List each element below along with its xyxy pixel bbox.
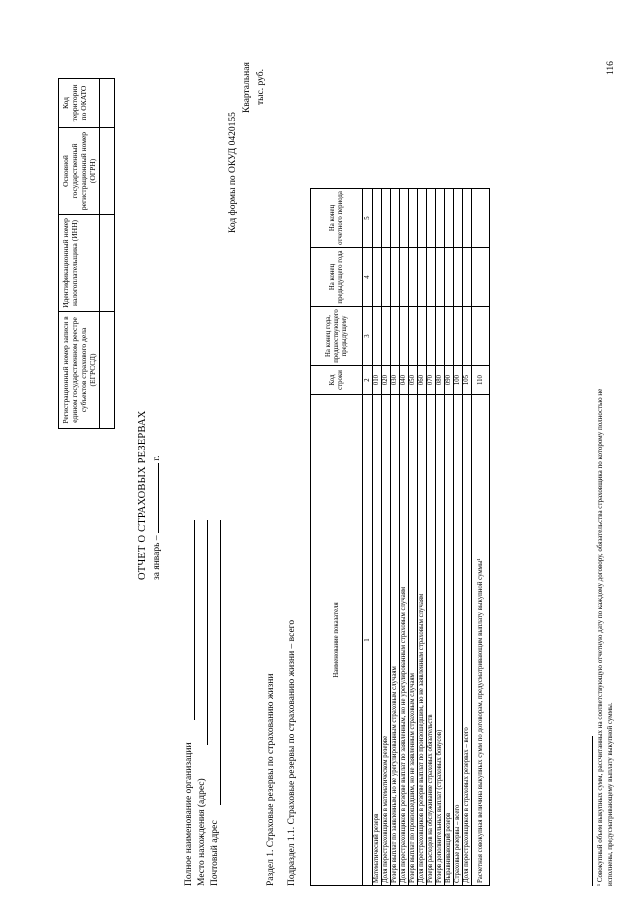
row-cell bbox=[373, 189, 382, 248]
table-row bbox=[391, 189, 400, 886]
row-cell bbox=[418, 248, 427, 307]
row-code: 020 bbox=[382, 366, 391, 395]
row-cell bbox=[427, 307, 436, 366]
report-title: ОТЧЕТ О СТРАХОВЫХ РЕЗЕРВАХ bbox=[137, 410, 148, 580]
row-cell bbox=[463, 307, 472, 366]
row-code: 030 bbox=[391, 366, 400, 395]
footnote-line-2: исполнены, предусматривающему выплату выкупной суммы. bbox=[606, 702, 614, 886]
colnum-5: 5 bbox=[363, 189, 373, 248]
org-postal-line bbox=[220, 520, 221, 805]
row-code: 050 bbox=[409, 366, 418, 395]
header-inn: Идентификационный номер налогоплательщика (ИНН) bbox=[59, 215, 100, 312]
row-code: 100 bbox=[454, 366, 463, 395]
row-cell bbox=[382, 307, 391, 366]
table-row bbox=[382, 189, 391, 886]
row-cell bbox=[391, 189, 400, 248]
row-cell bbox=[382, 189, 391, 248]
org-full-name: Полное наименование организации bbox=[184, 742, 194, 886]
table-row bbox=[400, 189, 409, 886]
colnum-4: 4 bbox=[363, 248, 373, 307]
period-line bbox=[158, 463, 159, 533]
row-code: 010 bbox=[373, 366, 382, 395]
row-cell bbox=[391, 307, 400, 366]
row-cell bbox=[382, 248, 391, 307]
table-row bbox=[472, 189, 490, 886]
value-ogrn bbox=[100, 128, 115, 215]
table-row bbox=[454, 189, 463, 886]
colnum-3: 3 bbox=[363, 307, 373, 366]
row-cell bbox=[472, 248, 490, 307]
table-row bbox=[463, 189, 472, 886]
row-code: 040 bbox=[400, 366, 409, 395]
row-name: Выравнивающий резерв bbox=[445, 395, 454, 886]
table-row bbox=[436, 189, 445, 886]
form-code: Код формы по ОКУД 0420155 bbox=[228, 112, 238, 233]
row-cell bbox=[454, 248, 463, 307]
row-name: Страховые резервы – всего bbox=[454, 395, 463, 886]
header-name: Наименование показателя bbox=[311, 395, 363, 886]
row-name: Резерв расходов на обслуживание страховых обязательств bbox=[427, 395, 436, 886]
org-postal: Почтовый адрес bbox=[210, 820, 220, 886]
period-suffix: г. bbox=[152, 455, 162, 461]
table-row bbox=[445, 189, 454, 886]
table-row bbox=[427, 189, 436, 886]
row-name: Доля перестраховщиков в страховых резервах – всего bbox=[463, 395, 472, 886]
row-code: 070 bbox=[427, 366, 436, 395]
row-cell bbox=[436, 189, 445, 248]
page-number: 116 bbox=[606, 61, 616, 75]
row-cell bbox=[418, 189, 427, 248]
table-row bbox=[409, 189, 418, 886]
footnote-line-1: ¹ Совокупный объем выкупных сумм, рассчитанных на соответствующую отчетную дату по каждому договору, обязательства страховщика по которому полностью не bbox=[596, 388, 604, 886]
row-code: 080 bbox=[436, 366, 445, 395]
row-cell bbox=[400, 248, 409, 307]
row-name: Резерв выплат по заявленным, но не урегулированным страховым случаям bbox=[391, 395, 400, 886]
row-code: 090 bbox=[445, 366, 454, 395]
header-code: Код строки bbox=[311, 366, 363, 395]
colnum-2: 2 bbox=[363, 366, 373, 395]
row-cell bbox=[373, 248, 382, 307]
org-full-name-line bbox=[194, 520, 195, 720]
header-egrssd: Регистрационный номер записи в едином государственном реестре субъектов страхового дела (ЕГРССД) bbox=[59, 312, 100, 429]
header-okato: Код территории по ОКАТО bbox=[59, 79, 100, 128]
row-code: 060 bbox=[418, 366, 427, 395]
row-cell bbox=[472, 307, 490, 366]
reserves-table bbox=[310, 188, 490, 886]
row-cell bbox=[373, 307, 382, 366]
header-col4: На конец предыдущего года bbox=[311, 248, 363, 307]
row-cell bbox=[463, 189, 472, 248]
row-name: Резерв дополнительных выплат (страховых бонусов) bbox=[436, 395, 445, 886]
report-period bbox=[152, 455, 162, 580]
org-location: Место нахождения (адрес) bbox=[197, 778, 207, 886]
row-name: Доля перестраховщиков в резерве выплат по произошедшим, но не заявленным страховым случаям bbox=[418, 395, 427, 886]
row-cell bbox=[427, 189, 436, 248]
codes-header-table bbox=[58, 78, 115, 429]
subsection-title: Подраздел 1.1. Страховые резервы по страхованию жизни – всего bbox=[287, 619, 297, 886]
units: тыс. руб. bbox=[256, 69, 266, 105]
row-cell bbox=[454, 307, 463, 366]
row-cell bbox=[409, 189, 418, 248]
row-name: Доля перестраховщиков в резерве выплат по заявленным, но не урегулированным страховым случаям bbox=[400, 395, 409, 886]
row-cell bbox=[472, 189, 490, 248]
row-name: Резерв выплат по произошедшим, но не заявленным страховым случаям bbox=[409, 395, 418, 886]
row-cell bbox=[391, 248, 400, 307]
value-egrssd bbox=[100, 312, 115, 429]
header-col5: На конец отчетного периода bbox=[311, 189, 363, 248]
row-name: Расчетная совокупная величина выкупных сумм по договорам, предусматривающим выплату выкупной суммы¹ bbox=[472, 395, 490, 886]
row-cell bbox=[445, 189, 454, 248]
row-cell bbox=[418, 307, 427, 366]
row-cell bbox=[400, 307, 409, 366]
row-cell bbox=[445, 307, 454, 366]
value-inn bbox=[100, 215, 115, 312]
row-name: Математический резерв bbox=[373, 395, 382, 886]
row-cell bbox=[427, 248, 436, 307]
row-code: 110 bbox=[472, 366, 490, 395]
row-cell bbox=[400, 189, 409, 248]
row-cell bbox=[463, 248, 472, 307]
row-cell bbox=[436, 307, 445, 366]
row-code: 105 bbox=[463, 366, 472, 395]
footnote-rule bbox=[592, 736, 593, 886]
org-location-line bbox=[207, 520, 208, 745]
colnum-1: 1 bbox=[363, 395, 373, 886]
value-okato bbox=[100, 79, 115, 128]
row-cell bbox=[409, 307, 418, 366]
row-cell bbox=[409, 248, 418, 307]
table-row bbox=[418, 189, 427, 886]
periodicity: Квартальная bbox=[242, 62, 252, 113]
section-title: Раздел 1. Страховые резервы по страхованию жизни bbox=[266, 673, 276, 886]
header-ogrn: Основной государственный регистрационный номер (ОГРН) bbox=[59, 128, 100, 215]
row-cell bbox=[436, 248, 445, 307]
period-prefix: за январь – bbox=[152, 535, 162, 580]
header-col3: На конец года, предшествующего предыдущему bbox=[311, 307, 363, 366]
row-cell bbox=[454, 189, 463, 248]
table-row bbox=[373, 189, 382, 886]
row-name: Доля перестраховщиков в математическом резерве bbox=[382, 395, 391, 886]
row-cell bbox=[445, 248, 454, 307]
